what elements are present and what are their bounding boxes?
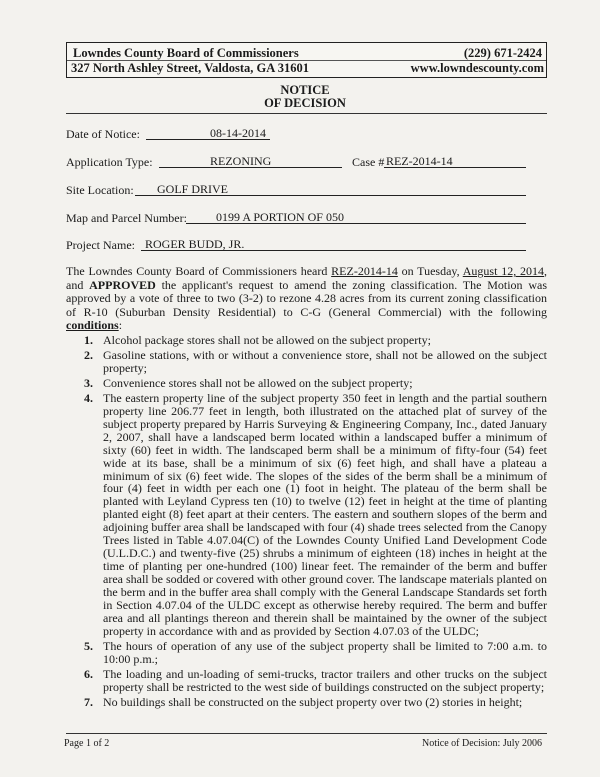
case-value: REZ-2014-14 — [384, 154, 526, 168]
bottom-rule — [66, 733, 547, 734]
organization-address: 327 North Ashley Street, Valdosta, GA 31601 — [71, 61, 309, 75]
top-rule — [66, 113, 547, 114]
document-title-line1: NOTICE — [280, 83, 330, 97]
condition-text: The loading and un-loading of semi-trucks, tractor trailers and other trucks on the subject property shall be restricted to the west side of buildings constructed on the subject property; — [103, 666, 547, 694]
letterhead — [66, 42, 547, 78]
project-name-value: ROGER BUDD, JR. — [141, 237, 526, 251]
condition-item — [84, 640, 547, 666]
application-type-label: Application Type: — [66, 155, 153, 169]
conditions-label: conditions — [66, 318, 119, 333]
condition-number: 2. — [84, 347, 93, 362]
condition-number: 3. — [84, 375, 93, 390]
conditions-list — [84, 334, 547, 711]
intro-text-4: the applicant's request to amend the zoning classification. The Motion was approved by a vote of three to two (3-2) to rezone 4.28 acres from its current zoning classification of R-10 (Suburban Density Residential) to C-G (General Commercial) with the following — [66, 277, 548, 319]
intro-text-3: , and — [66, 264, 547, 292]
condition-item — [84, 377, 547, 390]
website-link[interactable]: www.lowndescounty.com — [410, 61, 544, 75]
condition-number: 6. — [84, 666, 93, 681]
condition-text: Gasoline stations, with or without a convenience store, shall not be allowed on the subject property; — [103, 347, 547, 375]
application-type-value: REZONING — [159, 154, 342, 168]
condition-item — [84, 668, 547, 694]
condition-text: The eastern property line of the subject property 350 feet in length and the partial southern property line 206.77 feet in length, both illustrated on the attached plat of survey of the subject property prepared by Harris Surveying & Engineering Company, Inc., dated January 2, 2007, shall have a landscaped berm located within a landscaped buffer a minimum of sixty (60) feet in width. The landscaped berm shall be a minimum of fifty-four (54) feet wide at its base, shall be a minimum of six (6) feet high, and shall have a plateau a minimum of six (6) feet wide. The slopes of the sides of the berm shall be a minimum of four (4) feet in width per each one (1) foot in height. The plateau of the berm shall be planted with Leyland Cypress ten (10) to twelve (12) feet in height at the time of planting planted eight (8) feet apart at their centers. The eastern and southern slopes of the berm and adjoining buffer area shall be landscaped with four (4) shade trees selected from the Canopy Trees listed in Table 4.07.04(C) of the Lowndes County Unified Land Development Code (U.L.D.C.) and twenty-five (25) shrubs a minimum of eighteen (18) inches in height at the time of planting per one-hundred (100) linear feet. The remainder of the berm and buffer area shall be sodded or covered with other ground cover. The landscape materials planted on the berm and in the buffer area shall comply with the General Landscape Standards set forth in Section 4.07.04 of the ULDC except as otherwise hereby required. The berm and buffer area and all plantings thereon and therein shall be maintained by the owner of the subject property in accordance with and as provided by Section 4.07.03 of the ULDC; — [103, 390, 547, 638]
parcel-number-value: 0199 A PORTION OF 050 — [186, 210, 526, 224]
site-location-label: Site Location: — [66, 183, 134, 197]
condition-item — [84, 696, 547, 709]
document-title-line2: OF DECISION — [264, 96, 346, 110]
date-label: Date of Notice: — [66, 127, 140, 141]
intro-text-2: on Tuesday, — [397, 264, 463, 278]
page-number: Page 1 of 2 — [64, 738, 110, 749]
site-location-value: GOLF DRIVE — [135, 182, 526, 196]
date-value: 08-14-2014 — [146, 126, 270, 140]
condition-text: Alcohol package stores shall not be allowed on the subject property; — [103, 333, 431, 347]
condition-text: Convenience stores shall not be allowed on the subject property; — [103, 375, 413, 390]
intro-text-5: : — [118, 318, 123, 333]
case-reference: REZ-2014-14 — [331, 264, 398, 278]
condition-number: 7. — [84, 694, 93, 709]
condition-text: No buildings shall be constructed on the subject property over two (2) stories in height; — [103, 694, 523, 709]
case-label: Case # — [352, 155, 385, 169]
condition-number: 1. — [84, 333, 93, 347]
organization-name: Lowndes County Board of Commissioners — [73, 46, 299, 60]
decision-paragraph — [66, 265, 547, 333]
approved-status: APPROVED — [89, 277, 156, 292]
phone-number: (229) 671-2424 — [463, 46, 542, 60]
form-version: Notice of Decision: July 2006 — [422, 738, 542, 749]
intro-text-1: The Lowndes County Board of Commissioners heard — [66, 264, 332, 278]
condition-item — [84, 349, 547, 375]
parcel-number-label: Map and Parcel Number: — [66, 211, 187, 225]
condition-item — [84, 392, 547, 638]
condition-item — [84, 334, 547, 347]
project-name-label: Project Name: — [66, 238, 135, 252]
condition-number: 4. — [84, 390, 93, 405]
condition-text: The hours of operation of any use of the subject property shall be limited to 7:00 a.m. to 10:00 p.m.; — [103, 638, 547, 666]
condition-number: 5. — [84, 638, 93, 653]
hearing-date: August 12, 2014 — [462, 264, 544, 278]
